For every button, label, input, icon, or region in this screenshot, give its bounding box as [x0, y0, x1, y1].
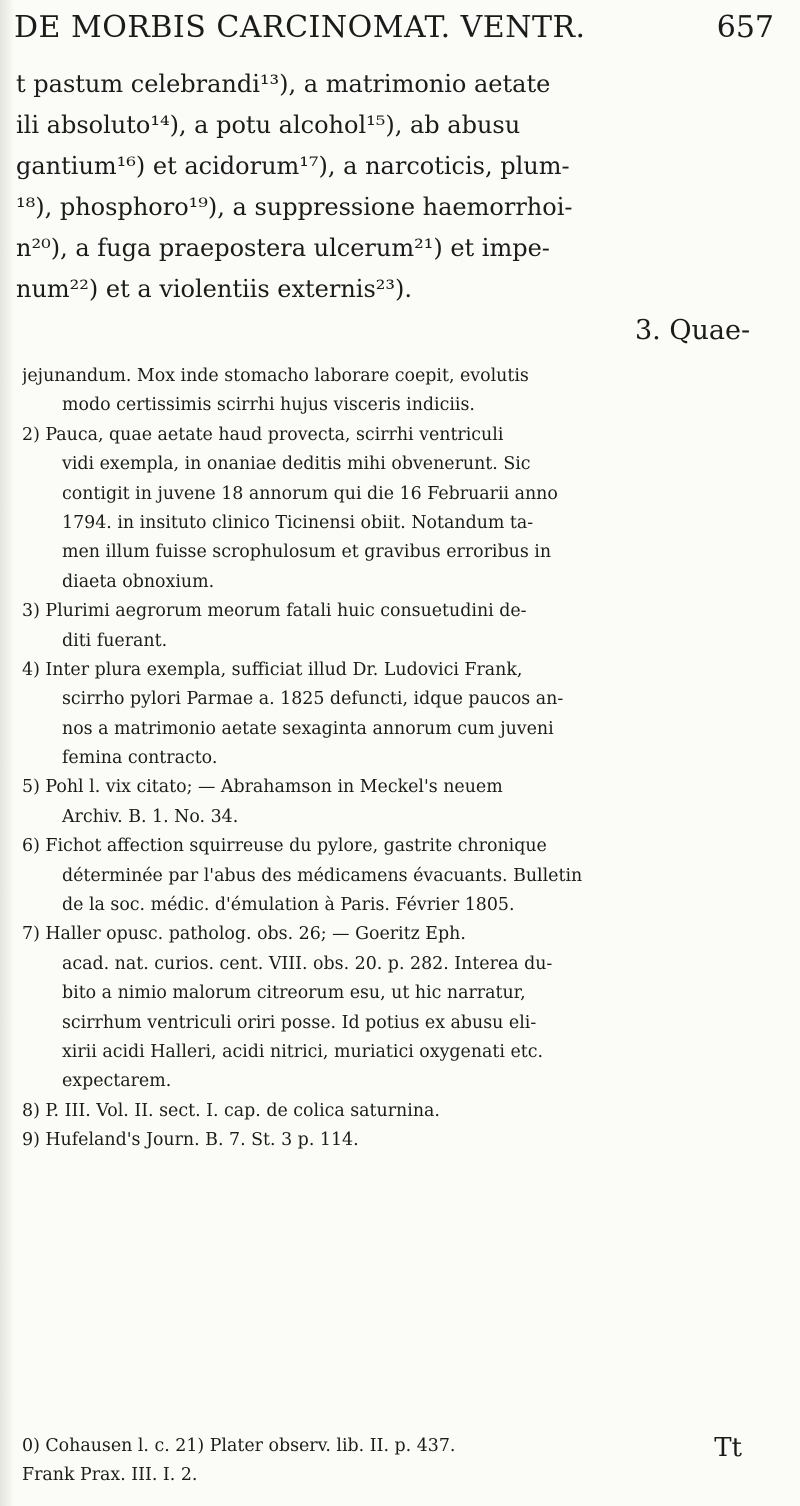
footnote-line: diaeta obnoxium. [62, 571, 215, 592]
footnote-line: nos a matrimonio aetate sexaginta annorum cum juveni [62, 718, 554, 739]
footnote-line: bito a nimio malorum citreorum esu, ut hic narratur, [62, 983, 526, 1004]
section-catchword: 3. Quae- [635, 315, 751, 346]
running-title: DE MORBIS CARCINOMAT. VENTR. [14, 10, 586, 45]
footnote-line: vidi exempla, in onaniae deditis mihi obvenerunt. Sic [62, 454, 531, 475]
footnote-line: expectarem. [62, 1071, 172, 1092]
main-text [16, 64, 776, 310]
page-number: 657 [716, 10, 774, 45]
body-line: n²⁰), a fuga praepostera ulcerum²¹) et impe- [16, 234, 550, 262]
running-header [14, 10, 774, 54]
footnote [22, 597, 762, 656]
footnote-line: 1794. in insituto clinico Ticinensi obiit. Notandum ta- [62, 512, 534, 533]
footer-notes [22, 1432, 772, 1502]
footnote-line: scirrho pylori Parmae a. 1825 defuncti, idque paucos an- [62, 689, 564, 710]
footnote-line: jejunandum. Mox inde stomacho laborare coepit, evolutis [22, 366, 529, 386]
footnote-line: diti fuerant. [62, 630, 168, 651]
footnote-line: 2) Pauca, quae aetate haud provecta, scirrhi ventriculi [22, 424, 504, 445]
signature-mark: Tt [714, 1433, 742, 1463]
footnote-line: 0) Cohausen l. c. 21) Plater observ. lib. II. p. 437. [22, 1436, 456, 1456]
body-line: t pastum celebrandi¹³), a matrimonio aetate [16, 70, 551, 98]
body-line: num²²) et a violentiis externis²³). [16, 275, 413, 303]
page-gutter-shadow [0, 0, 14, 1506]
footnote-line: modo certissimis scirrhi hujus visceris indiciis. [62, 395, 475, 416]
footnote-line: 4) Inter plura exempla, sufficiat illud Dr. Ludovici Frank, [22, 659, 523, 680]
footnote [22, 656, 762, 774]
footnote-line: contigit in juvene 18 annorum qui die 16 Februarii anno [62, 483, 558, 504]
footnote-line: 5) Pohl l. vix citato; — Abrahamson in Meckel's neuem [22, 777, 503, 798]
footnotes [22, 362, 762, 1156]
footnote-line: 8) P. III. Vol. II. sect. I. cap. de colica saturnina. [22, 1100, 440, 1121]
footnote [22, 920, 762, 1096]
footnote-line: Frank Prax. III. I. 2. [22, 1465, 198, 1485]
footnote-line: scirrhum ventriculi oriri posse. Id potius ex abusu eli- [62, 1012, 537, 1033]
footnote-line: de la soc. médic. d'émulation à Paris. Février 1805. [62, 895, 515, 916]
footnote-line: 7) Haller opusc. patholog. obs. 26; — Goeritz Eph. [22, 924, 466, 945]
body-line: ¹⁸), phosphoro¹⁹), a suppressione haemorrhoi- [16, 193, 573, 221]
footnote-line: xirii acidi Halleri, acidi nitrici, muriatici oxygenati etc. [62, 1041, 544, 1062]
footnote-line: femina contracto. [62, 748, 218, 769]
body-line: ili absoluto¹⁴), a potu alcohol¹⁵), ab abusu [16, 111, 521, 139]
footnote [22, 1097, 762, 1126]
footnote [22, 1126, 762, 1155]
footnote-line: 9) Hufeland's Journ. B. 7. St. 3 p. 114. [22, 1130, 359, 1151]
footnote [22, 421, 762, 597]
footnote-line: Archiv. B. 1. No. 34. [62, 806, 239, 827]
footnote [22, 773, 762, 832]
footnote-line: 3) Plurimi aegrorum meorum fatali huic consuetudini de- [22, 601, 527, 622]
footnote [22, 362, 762, 421]
footnote-line: 6) Fichot affection squirreuse du pylore, gastrite chronique [22, 836, 547, 857]
body-line: gantium¹⁶) et acidorum¹⁷), a narcoticis, plum- [16, 152, 570, 180]
footnote-line: men illum fuisse scrophulosum et gravibus erroribus in [62, 542, 552, 563]
footnote-line: acad. nat. curios. cent. VIII. obs. 20. p. 282. Interea du- [62, 953, 553, 974]
footnote [22, 832, 762, 920]
footnote-line: déterminée par l'abus des médicamens évacuants. Bulletin [62, 865, 583, 886]
